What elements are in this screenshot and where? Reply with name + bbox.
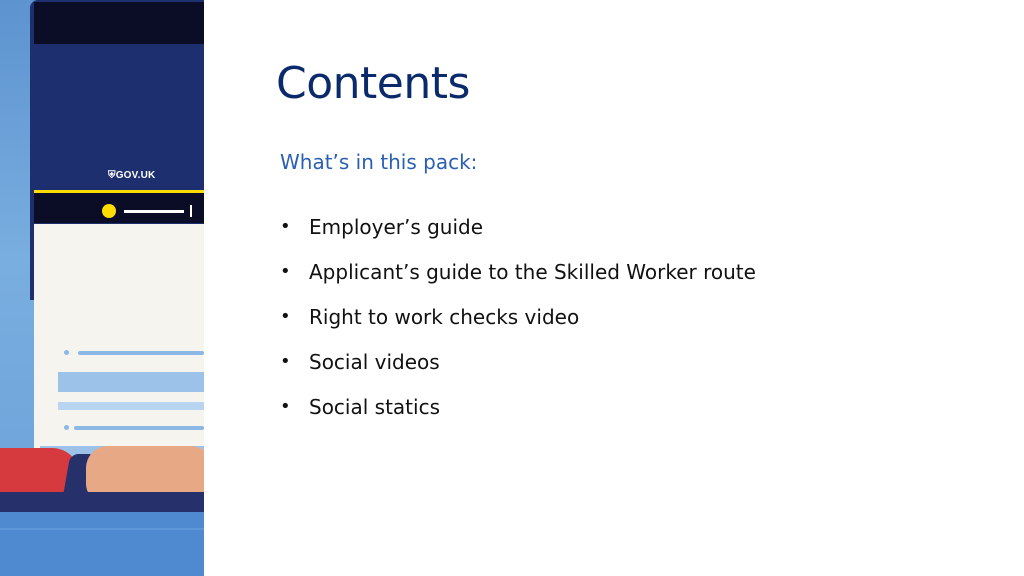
arrow-circle-icon — [102, 204, 116, 218]
bullet-icon: • — [280, 261, 291, 282]
bullet-icon: • — [280, 306, 291, 327]
content-block — [58, 402, 204, 410]
list-item — [280, 302, 756, 347]
list-item — [280, 212, 756, 257]
list-dot — [64, 425, 69, 430]
list-dot — [64, 350, 69, 355]
content-line — [74, 426, 204, 430]
list-item — [280, 257, 756, 302]
govuk-header-bar — [34, 2, 204, 44]
list-item-text: Social videos — [309, 350, 440, 374]
nav-progress-line — [124, 210, 184, 213]
slide-subtitle: What’s in this pack: — [280, 150, 478, 174]
screen-nav-bar — [34, 193, 204, 223]
bullet-icon: • — [280, 351, 291, 372]
list-item — [280, 347, 756, 392]
list-item-text: Applicant’s guide to the Skilled Worker route — [309, 260, 756, 284]
list-item-text: Social statics — [309, 395, 440, 419]
content-line — [78, 351, 204, 355]
list-item-text: Right to work checks video — [309, 305, 580, 329]
nav-tick — [190, 205, 192, 217]
contents-list — [280, 212, 756, 437]
slide-title: Contents — [276, 58, 470, 109]
ground-line — [0, 528, 204, 530]
content-block — [58, 372, 204, 392]
laptop-base — [0, 492, 204, 512]
ground — [0, 512, 204, 576]
list-item — [280, 392, 756, 437]
laptop-illustration — [0, 0, 204, 576]
govuk-logo: ⛨GOV.UK — [108, 170, 156, 181]
bullet-icon: • — [280, 396, 291, 417]
list-item-text: Employer’s guide — [309, 215, 484, 239]
bullet-icon: • — [280, 216, 291, 237]
